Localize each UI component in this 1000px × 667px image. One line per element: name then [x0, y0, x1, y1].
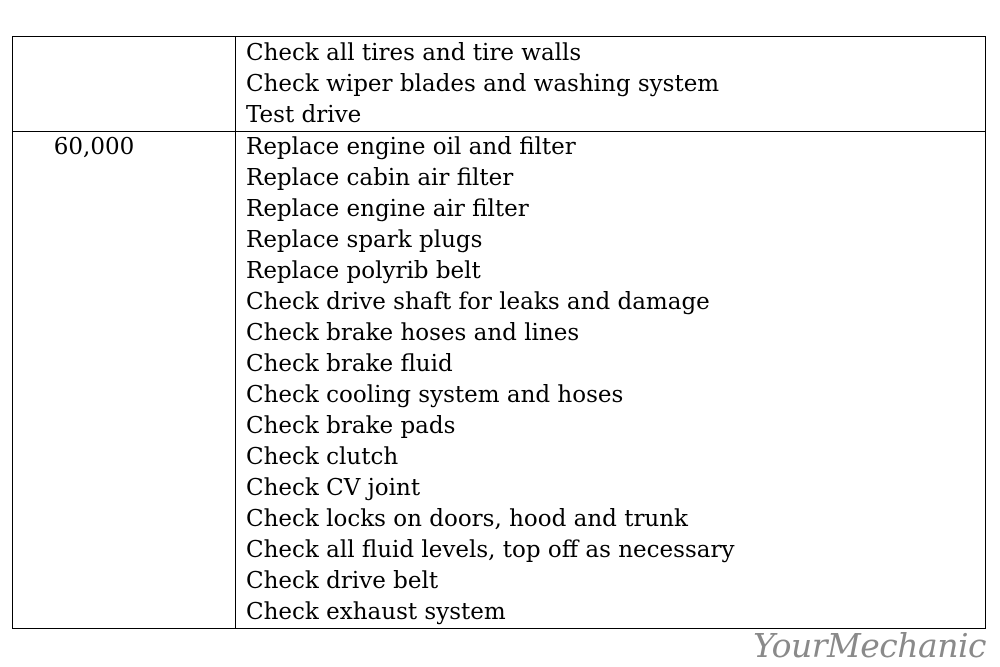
mileage-cell — [13, 37, 236, 132]
table-row — [13, 37, 986, 132]
maintenance-table — [12, 36, 986, 629]
task-item: Check wiper blades and washing system — [246, 71, 720, 97]
task-item: Check drive shaft for leaks and damage — [246, 289, 710, 315]
task-item: Test drive — [246, 102, 362, 128]
tasks-cell — [236, 132, 986, 629]
task-item: Replace polyrib belt — [246, 258, 481, 284]
tasks-cell — [236, 37, 986, 132]
task-item: Replace cabin air filter — [246, 165, 514, 191]
task-item: Check CV joint — [246, 475, 421, 501]
task-item: Check brake hoses and lines — [246, 320, 580, 346]
task-item: Check all tires and tire walls — [246, 40, 582, 66]
task-item: Check drive belt — [246, 568, 439, 594]
task-item: Check brake fluid — [246, 351, 453, 377]
task-item: Check locks on doors, hood and trunk — [246, 506, 688, 532]
task-item: Check all fluid levels, top off as necessary — [246, 537, 735, 563]
task-item: Check brake pads — [246, 413, 456, 439]
task-item: Check exhaust system — [246, 599, 506, 625]
task-item: Check clutch — [246, 444, 399, 470]
task-item: Replace spark plugs — [246, 227, 483, 253]
yourmechanic-watermark: YourMechanic — [753, 626, 986, 665]
table-row — [13, 132, 986, 629]
mileage-cell — [13, 132, 236, 629]
task-item: Replace engine oil and filter — [246, 134, 576, 160]
task-item: Check cooling system and hoses — [246, 382, 624, 408]
task-item: Replace engine air filter — [246, 196, 529, 222]
mileage-value: 60,000 — [53, 134, 135, 160]
